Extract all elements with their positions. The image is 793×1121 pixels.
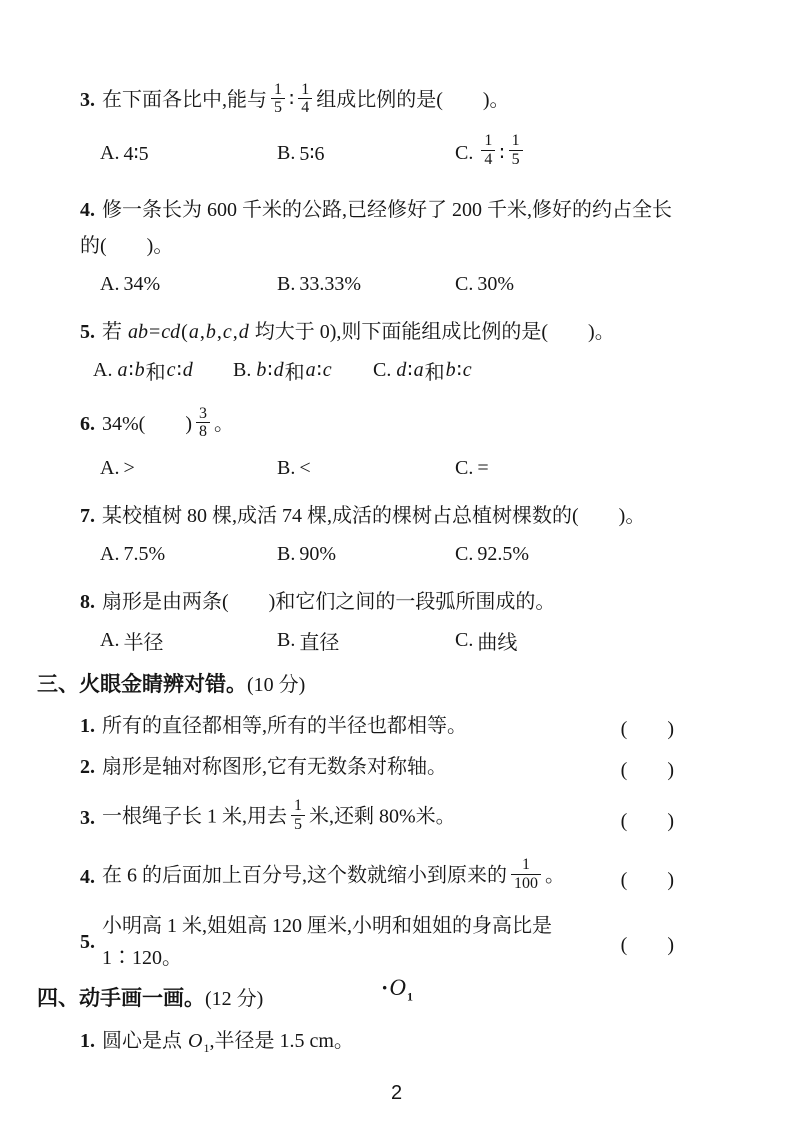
answer-bracket: ( ) (620, 809, 674, 832)
math-variable: b (205, 321, 216, 343)
math-variable: c (322, 358, 332, 381)
option-label: A. (100, 628, 120, 651)
option-row (80, 268, 761, 300)
item-text (102, 856, 621, 895)
section3-heading (37, 670, 761, 700)
text-run: ∶ (316, 359, 322, 382)
answer-option (455, 132, 527, 171)
question-text-line (80, 76, 761, 124)
option-label: C. (455, 272, 474, 295)
answer-option (455, 543, 529, 566)
true-false-item (80, 792, 674, 844)
option-row (80, 452, 761, 484)
text-run: 34% (123, 272, 161, 295)
math-variable: b (445, 358, 456, 381)
question (80, 314, 761, 386)
question-number: 5. (80, 321, 95, 343)
question-number: 7. (80, 505, 95, 527)
fraction-numerator: 1 (522, 856, 530, 874)
math-variable: c (462, 358, 472, 381)
item-number: 1. (80, 1030, 95, 1052)
option-label: A. (93, 358, 113, 381)
text-run: 扇形是由两条( )和它们之间的一段弧所围成的。 (102, 591, 556, 613)
text-run: , (216, 321, 222, 343)
answer-option (277, 141, 455, 166)
math-variable: O (389, 975, 406, 1000)
fraction-numerator: 3 (198, 404, 207, 422)
item-number: 2. (80, 755, 95, 778)
text-run: ∶ (456, 359, 462, 382)
math-variable: a (413, 358, 424, 381)
text-run: 直径 (299, 631, 340, 654)
answer-bracket: ( ) (620, 933, 674, 956)
text-run: 一根绳子长 1 米,用去 (102, 805, 287, 828)
option-label: B. (277, 272, 296, 295)
math-variable: a (305, 358, 316, 381)
answer-bracket: ( ) (620, 868, 674, 891)
text-run: 米,还剩 80%米。 (309, 805, 456, 828)
multiple-choice-section (37, 76, 761, 656)
fraction-numerator: 1 (511, 132, 520, 150)
option-label: B. (233, 358, 252, 381)
fraction-denominator: 5 (509, 150, 523, 169)
question-number: 8. (80, 591, 95, 613)
item-number: 3. (80, 806, 95, 829)
text-run: 34%( ) (102, 413, 192, 435)
fraction (271, 82, 285, 118)
math-variable: d (182, 358, 193, 381)
option-label: A. (100, 456, 120, 479)
option-label: C. (455, 141, 474, 164)
fraction-numerator: 1 (294, 797, 302, 815)
true-false-item (80, 851, 674, 903)
question (80, 192, 761, 300)
item-text (102, 910, 621, 974)
page-number: 2 (390, 1082, 403, 1104)
option-label: C. (373, 358, 392, 381)
text-run: 92.5% (477, 542, 530, 565)
question (80, 400, 761, 484)
text-run: 和 (424, 361, 445, 384)
fraction (196, 406, 210, 442)
answer-option (100, 141, 277, 166)
question (80, 76, 761, 178)
fraction-numerator: 1 (274, 80, 282, 98)
question-text-line (80, 192, 761, 264)
option-label: A. (100, 542, 120, 565)
question-text-line (80, 314, 761, 350)
section4-title: 四、动手画一画。 (37, 987, 205, 1010)
section3-title: 三、火眼金睛辨对错。 (37, 673, 247, 696)
section3-score: (10 分) (247, 674, 306, 696)
answer-option (277, 543, 455, 566)
text-run: 修一条长为 600 千米的公路,已经修好了 200 千米,修好的约占全长 (102, 199, 672, 221)
text-run: · (381, 975, 389, 1000)
text-run: ∶ (176, 359, 182, 382)
text-run: , (232, 321, 238, 343)
item-number: 1. (80, 714, 95, 737)
option-row (80, 128, 761, 178)
draw-section (37, 1024, 761, 1065)
text-run: 曲线 (477, 631, 518, 654)
answer-option (100, 273, 277, 296)
option-label: B. (277, 141, 296, 164)
draw-item (80, 1024, 761, 1065)
math-variable: d (273, 358, 284, 381)
text-run: > (123, 456, 135, 479)
math-variable: b (256, 358, 267, 381)
answer-option (277, 457, 455, 480)
answer-option (93, 356, 233, 385)
text-run: 在下面各比中,能与 (102, 89, 267, 111)
item-text (102, 751, 621, 783)
true-false-item (80, 751, 674, 783)
text-run: 4∶5 (123, 142, 149, 165)
fraction (509, 133, 523, 169)
answer-option (100, 543, 277, 566)
text-run: 33.33% (299, 272, 362, 295)
text-run: 若 (102, 321, 127, 343)
question-number: 6. (80, 413, 95, 435)
question (80, 584, 761, 656)
question-text-line (80, 400, 761, 448)
option-row (80, 354, 761, 386)
text-run: ∶ (289, 89, 295, 111)
question-text-line (80, 584, 761, 620)
text-run: 某校植树 80 棵,成活 74 棵,成活的棵树占总植树棵数的( )。 (102, 505, 646, 527)
answer-option (100, 457, 277, 480)
item-number: 5. (80, 930, 95, 953)
text-run: ∶ (267, 359, 273, 382)
text-run: 的( )。 (80, 235, 174, 257)
fraction (481, 133, 495, 169)
text-run: ∶ (407, 359, 413, 382)
text-run: 和 (145, 361, 166, 384)
text-run: 扇形是轴对称图形,它有无数条对称轴。 (102, 756, 447, 778)
math-variable: ab (128, 321, 148, 343)
fraction-denominator: 5 (271, 98, 285, 117)
fraction-denominator: 5 (291, 815, 305, 834)
option-row (80, 538, 761, 570)
section4-score: (12 分) (205, 988, 264, 1010)
fraction-denominator: 100 (511, 874, 541, 893)
fraction-denominator: 4 (481, 150, 495, 169)
text-run: 半径 (123, 631, 164, 654)
math-variable: cd (161, 321, 181, 343)
answer-bracket: ( ) (620, 717, 674, 740)
text-run: 均大于 0),则下面能组成比例的是( )。 (249, 321, 615, 343)
text-run: = (149, 321, 161, 343)
math-variable: O (188, 1030, 203, 1052)
answer-option (455, 626, 517, 655)
text-run: 。 (213, 413, 234, 435)
option-label: B. (277, 456, 296, 479)
page-content (37, 76, 761, 1065)
question-number: 3. (80, 89, 95, 111)
text-run: ∶ (499, 142, 505, 165)
text-run: ( (181, 321, 188, 343)
answer-bracket: ( ) (620, 758, 674, 781)
math-variable: a (188, 321, 199, 343)
text-run: 5∶6 (299, 142, 325, 165)
option-label: A. (100, 272, 120, 295)
math-variable: b (134, 358, 145, 381)
text-run: 30% (477, 272, 515, 295)
math-variable: a (117, 358, 128, 381)
option-label: C. (455, 542, 474, 565)
answer-option (373, 356, 473, 385)
answer-option (455, 273, 514, 296)
subscript: 1 (203, 1041, 210, 1055)
math-variable: d (396, 358, 407, 381)
subscript: 1 (406, 989, 413, 1004)
circle-center-point-label (381, 975, 413, 1004)
item-text (102, 710, 621, 742)
text-run: = (477, 456, 489, 479)
answer-option (233, 356, 373, 385)
true-false-item (80, 910, 674, 974)
fraction (291, 798, 305, 834)
fraction-denominator: 8 (196, 422, 210, 441)
fraction-numerator: 1 (301, 80, 310, 98)
option-label: A. (100, 141, 120, 164)
fraction-denominator: 4 (298, 98, 312, 117)
answer-option (455, 457, 489, 480)
math-variable: c (222, 321, 232, 343)
text-run: 在 6 的后面加上百分号,这个数就缩小到原来的 (102, 864, 507, 887)
option-label: C. (455, 628, 474, 651)
text-run: 。 (545, 864, 565, 887)
text-run: 所有的直径都相等,所有的半径也都相等。 (102, 715, 467, 737)
text-run: 圆心是点 (102, 1030, 187, 1052)
true-false-section (37, 710, 761, 974)
question-number: 4. (80, 199, 95, 221)
math-variable: c (166, 358, 176, 381)
answer-option (277, 273, 455, 296)
question-text-line (80, 498, 761, 534)
text-run: 90% (299, 542, 337, 565)
option-label: B. (277, 542, 296, 565)
item-number: 4. (80, 865, 95, 888)
text-run: 7.5% (123, 542, 166, 565)
question (80, 498, 761, 570)
text-run: < (299, 456, 311, 479)
answer-option (100, 626, 277, 655)
fraction (511, 857, 541, 893)
fraction (298, 82, 312, 118)
option-row (80, 624, 761, 656)
math-variable: d (238, 321, 249, 343)
option-label: B. (277, 628, 296, 651)
text-run: 小明高 1 米,姐姐高 120 厘米,小明和姐姐的身高比是 1∶120。 (102, 915, 552, 969)
text-run: 组成比例的是( )。 (316, 89, 510, 111)
item-text (102, 797, 621, 836)
true-false-item (80, 710, 674, 742)
text-run: 和 (284, 361, 305, 384)
text-run: ∶ (128, 359, 134, 382)
answer-option (277, 626, 455, 655)
fraction-numerator: 1 (484, 132, 493, 150)
text-run: ,半径是 1.5 cm。 (209, 1030, 354, 1052)
option-label: C. (455, 456, 474, 479)
text-run: , (199, 321, 205, 343)
